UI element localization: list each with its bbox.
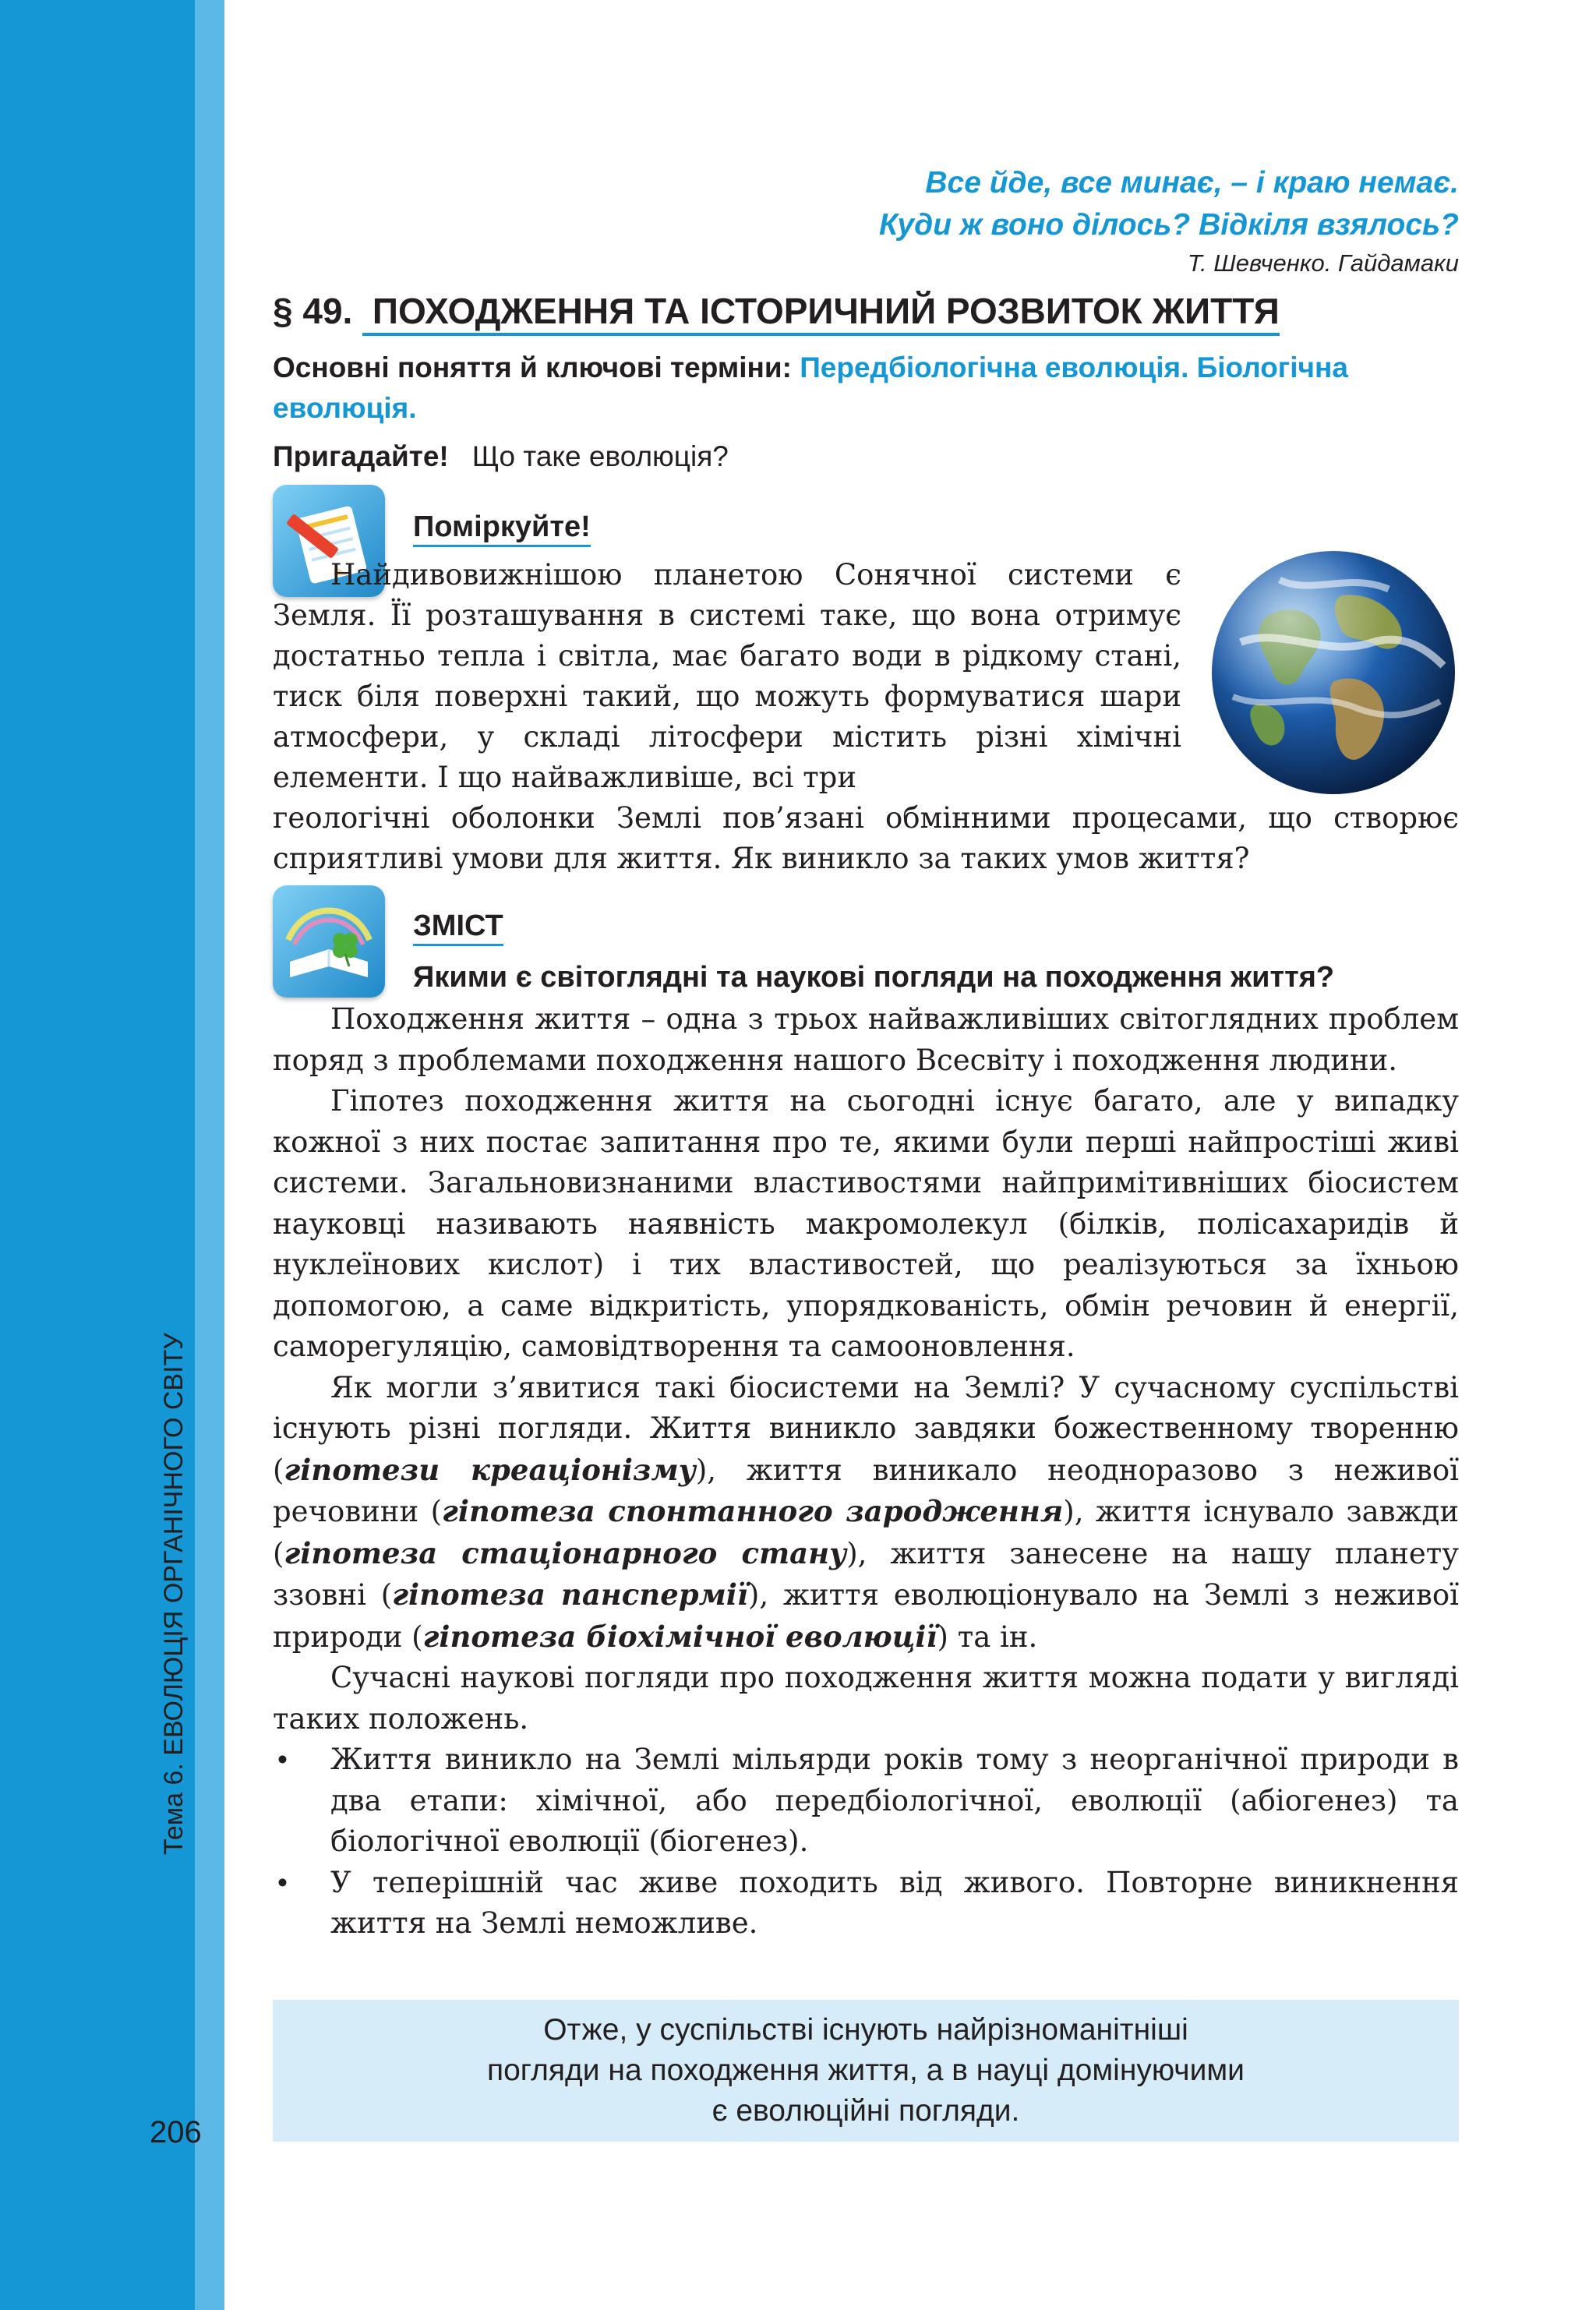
paragraph-2: Гіпотез походження життя на сьогодні існує багато, але у випадку кожної з них постає запитання про те, якими були перші найпростіші живі системи. Загальновизнаними властивостями найпримітивніших біосистем науковці називають наявність макромолекул (білків, полісахаридів й нуклеїнових кислот) і тих властивостей, що реалізуються за їхньою допомогою, а саме відкритість, упорядкованість, обмін речовин й енергії, саморегуляцію, самовідтворення та самооновлення. — [273, 1084, 1459, 1363]
recall — [273, 436, 729, 477]
section-heading — [273, 287, 1459, 335]
content-title: ЗМІСТ — [413, 906, 503, 946]
recall-question: Що таке еволюція? — [471, 440, 729, 472]
recall-label: Пригадайте! — [273, 440, 449, 472]
key-terms-list: Передбіологічна еволюція. Біологічна еволюція. — [273, 351, 1348, 424]
key-terms — [273, 348, 1459, 429]
page-number: 206 — [150, 2115, 202, 2149]
summary-box — [273, 2000, 1459, 2142]
list-item: • У теперішній час живе походить від живого. Повторне виникнення життя на Землі неможливе. — [273, 1863, 1459, 1944]
content-question: Якими є світоглядні та наукові погляди на походження життя? — [413, 961, 1335, 994]
epigraph-source: Т. Шевченко. Гайдамаки — [1187, 249, 1459, 277]
epigraph-line-1: Все йде, все минає, – і краю немає. — [925, 166, 1459, 200]
section-title: ПОХОДЖЕННЯ ТА ІСТОРИЧНИЙ РОЗВИТОК ЖИТТЯ — [362, 291, 1280, 336]
think-title: Поміркуйте! — [413, 507, 591, 547]
think-text-top: Найдивовижнішою планетою Сонячної системи є Земля. Її розташування в системі таке, що вона отримує достатньо тепла і світла, має багато води в рідкому стані, тиск біля поверхні такий, що можуть формуватися шари атмосфери, у складі літосфери містить різні хімічні елементи. І що найважливіше, всі три — [273, 558, 1181, 794]
key-terms-label: Основні поняття й ключові терміни: — [273, 351, 792, 383]
list-item: • Життя виникло на Землі мільярди років тому з неорганічної природи в два етапи: хімічної, або передбіологічної, еволюції (абіогенез) та біологічної еволюції (біогенез). — [273, 1740, 1459, 1863]
paragraph-1: Походження життя – одна з трьох найважливіших світоглядних проблем поряд з проблемами походження нашого Всесвіту і походження людини. — [273, 1002, 1459, 1077]
summary-line-3: є еволюційні погляди. — [711, 2094, 1020, 2128]
paragraph-3: Як могли з’явитися такі біосистеми на Землі? У сучасному суспільстві існують різні погляди. Життя виникло завдяки божественному творенню (гіпотези креаціонізму), життя виникало неодноразово з неживої речовини (гіпотеза спонтанного зародження), життя існувало завжди (гіпотеза стаціонарного стану), життя занесене на нашу планету ззовні (гіпотеза панспермії), життя еволюціонувало на Землі з неживої природи (гіпотеза біохімічної еволюції) та ін. — [273, 1370, 1459, 1654]
epigraph — [879, 162, 1459, 281]
book-clover-icon — [273, 885, 385, 998]
summary-line-1: Отже, у суспільстві існують найрізноманітніші — [543, 2013, 1188, 2047]
epigraph-line-2: Куди ж воно ділось? Відкіля взялось? — [878, 208, 1459, 242]
main-text — [273, 999, 1459, 1944]
topic-label: Тема 6. ЕВОЛЮЦІЯ ОРГАНІЧНОГО СВІТУ — [159, 1333, 189, 1855]
bullet-list — [273, 1740, 1459, 1944]
think-text-bottom: геологічні оболонки Землі пов’язані обмінними процесами, що створює сприятливі умови для життя. Як виникло за таких умов життя? — [273, 801, 1459, 875]
summary-line-2: погляди на походження життя, а в науці домінуючими — [487, 2054, 1245, 2087]
section-number: § 49. — [273, 291, 353, 331]
side-stripe-inner — [195, 0, 224, 2310]
earth-globe-image — [1209, 549, 1457, 796]
paragraph-4: Сучасні наукові погляди про походження життя можна подати у вигляді таких положень. — [273, 1661, 1459, 1736]
